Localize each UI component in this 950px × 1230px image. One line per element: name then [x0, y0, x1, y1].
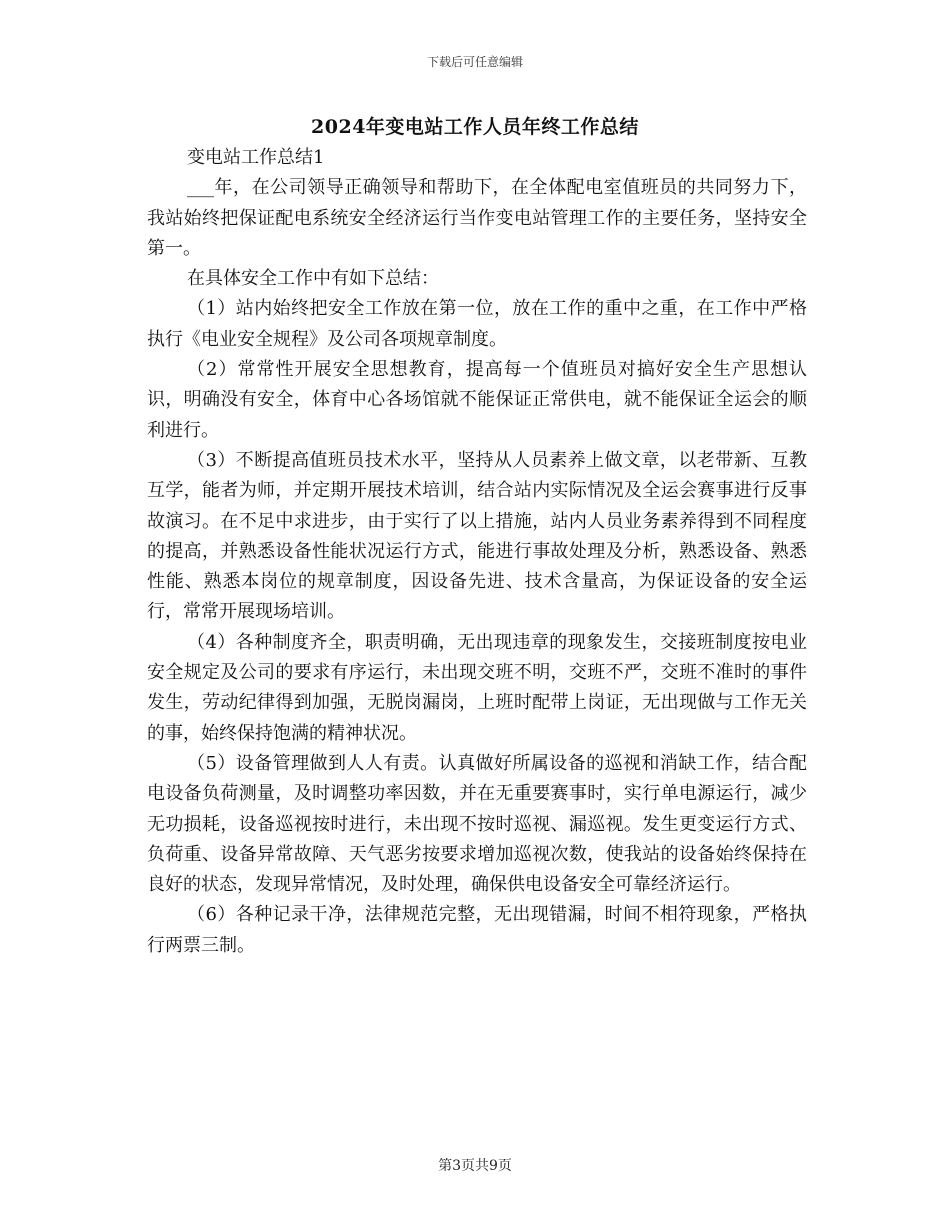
section-heading: 变电站工作总结1 [187, 147, 325, 168]
paragraph: （2）常常性开展安全思想教育，提高每一个值班员对搞好安全生产思想认识，明确没有安全，体育中心各场馆就不能保证正常供电，就不能保证全运会的顺利进行。 [147, 359, 807, 441]
page-number: 第3页共9页 [438, 1158, 512, 1174]
paragraph: ___年，在公司领导正确领导和帮助下，在全体配电室值班员的共同努力下，我站始终把保证配电系统安全经济运行当作变电站管理工作的主要任务，坚持安全第一。 [147, 177, 807, 259]
header-note: 下载后可任意编辑 [426, 55, 523, 69]
paragraph: （6）各种记录干净，法律规范完整，无出现错漏，时间不相符现象，严格执行两票三制。 [147, 904, 807, 956]
paragraph: （3）不断提高值班员技术水平，坚持从人员素养上做文章，以老带新、互教互学，能者为师，并定期开展技术培训，结合站内实际情况及全运会赛事进行反事故演习。在不足中求进步，由于实行了以上措施，站内人员业务素养得到不同程度的提高，并熟悉设备性能状况运行方式，能进行事故处理及分析，熟悉设备、熟悉性能、熟悉本岗位的规章制度，因设备先进、技术含量高，为保证设备的安全运行，常常开展现场培训。 [147, 449, 807, 623]
paragraph: （1）站内始终把安全工作放在第一位，放在工作的重中之重，在工作中严格执行《电业安全规程》及公司各项规章制度。 [147, 298, 807, 350]
document-body [147, 143, 807, 961]
paragraph: （5）设备管理做到人人有责。认真做好所属设备的巡视和消缺工作，结合配电设备负荷测量，及时调整功率因数，并在无重要赛事时，实行单电源运行，减少无功损耗，设备巡视按时进行，未出现不按时巡视、漏巡视。发生更变运行方式、负荷重、设备异常故障、天气恶劣按要求增加巡视次数，使我站的设备始终保持在良好的状态，发现异常情况，及时处理，确保供电设备安全可靠经济运行。 [147, 752, 807, 896]
document-title: 2024年变电站工作人员年终工作总结 [311, 116, 639, 138]
paragraph: 在具体安全工作中有如下总结： [187, 268, 439, 290]
paragraph: （4）各种制度齐全，职责明确，无出现违章的现象发生，交接班制度按电业安全规定及公司的要求有序运行，未出现交班不明，交班不严，交班不准时的事件发生，劳动纪律得到加强，无脱岗漏岗，上班时配带上岗证，无出现做与工作无关的事，始终保持饱满的精神状况。 [147, 631, 807, 744]
